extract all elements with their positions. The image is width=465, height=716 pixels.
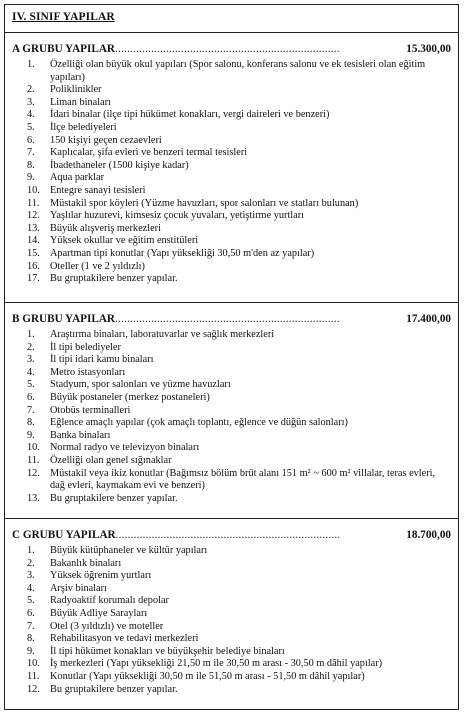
leader-dots: ........................................................................... — [115, 529, 341, 541]
section-price: 18.700,00 — [406, 529, 451, 541]
item-number: 7. — [27, 620, 35, 632]
item-number: 4. — [27, 109, 35, 121]
item-text: İdari binalar (ilçe tipi hükümet konakları, vergi daireleri ve benzeri) — [50, 109, 330, 121]
list-item — [4, 442, 459, 455]
list-item — [4, 84, 459, 97]
list-item — [4, 122, 459, 135]
item-number: 7. — [27, 404, 35, 416]
list-item — [4, 210, 459, 223]
item-text: 150 kişiyi geçen cezaevleri — [50, 134, 162, 146]
list-item — [4, 109, 459, 122]
item-number: 15. — [27, 247, 40, 259]
item-number: 6. — [27, 391, 35, 403]
item-text: Bakanlık binaları — [50, 557, 122, 569]
item-text: Normal radyo ve televizyon binaları — [50, 442, 200, 454]
item-number: 5. — [27, 379, 35, 391]
item-text: Metro istasyonları — [50, 366, 126, 378]
list-item — [4, 367, 459, 380]
item-number: 1. — [27, 545, 35, 556]
item-text: Oteller (1 ve 2 yıldızlı) — [50, 260, 145, 272]
item-list — [4, 329, 459, 505]
item-text: Aqua parklar — [50, 172, 105, 184]
item-number: 11. — [27, 454, 40, 466]
list-item — [4, 198, 459, 211]
item-text: Entegre sanayi tesisleri — [50, 184, 146, 196]
list-item — [4, 545, 459, 558]
item-number: 13. — [27, 222, 40, 234]
section-title: B GRUBU YAPILAR — [12, 313, 115, 325]
list-item — [4, 417, 459, 430]
item-number: 8. — [27, 417, 35, 429]
item-number: 12. — [27, 683, 40, 695]
item-text: Stadyum, spor salonları ve yüzme havuzları — [50, 379, 231, 391]
item-number: 17. — [27, 273, 40, 285]
item-number: 7. — [27, 147, 35, 159]
item-text: İl tipi idari kamu binaları — [50, 354, 154, 366]
item-number: 13. — [27, 492, 40, 504]
item-number: 1. — [27, 329, 35, 340]
list-item — [4, 185, 459, 198]
item-number: 12. — [27, 467, 40, 479]
item-text: Büyük kütüphaneler ve kültür yapıları — [50, 545, 208, 556]
section-b — [4, 303, 459, 519]
list-item — [4, 172, 459, 185]
page-title: IV. SINIF YAPILAR — [12, 11, 115, 23]
section-title: A GRUBU YAPILAR — [12, 43, 115, 55]
item-number: 16. — [27, 260, 40, 272]
list-item — [4, 392, 459, 405]
item-list — [4, 59, 459, 286]
item-number: 3. — [27, 354, 35, 366]
item-text: Banka binaları — [50, 429, 111, 441]
list-item — [4, 633, 459, 646]
item-text: Büyük postaneler (merkez postaneleri) — [50, 391, 210, 403]
list-item — [4, 558, 459, 571]
item-text: Özelliği olan büyük okul yapıları (Spor salonu, konferans salonu ve ek tesisleri olan eğitim yapıları) — [50, 59, 426, 83]
item-number: 4. — [27, 582, 35, 594]
section-header — [12, 529, 451, 543]
item-number: 12. — [27, 210, 40, 222]
item-number: 2. — [27, 557, 35, 569]
item-text: Müstakil veya ikiz konutlar (Bağımsız bölüm brüt alanı 151 m² ~ 600 m² villalar, teras evleri, dağ evleri, kaymakam evi ve benzeri) — [50, 467, 436, 492]
list-item — [4, 595, 459, 608]
item-text: Eğlence amaçlı yapılar (çok amaçlı toplantı, eğlence ve düğün salonları) — [50, 417, 348, 429]
list-item — [4, 455, 459, 468]
item-number: 5. — [27, 595, 35, 607]
item-text: Özelliği olan genel sığınaklar — [50, 454, 172, 466]
item-text: Yüksek öğrenim yurtları — [50, 570, 152, 582]
list-item — [4, 405, 459, 418]
list-item — [4, 684, 459, 697]
item-text: Müstakil spor köyleri (Yüzme havuzları, spor salonları ve statları bulunan) — [50, 197, 359, 209]
list-item — [4, 273, 459, 286]
list-item — [4, 430, 459, 443]
list-item — [4, 261, 459, 274]
list-item — [4, 354, 459, 367]
list-item — [4, 147, 459, 160]
item-number: 11. — [27, 670, 40, 682]
leader-dots: ........................................................................... — [114, 43, 340, 55]
item-number: 8. — [27, 633, 35, 645]
list-item — [4, 570, 459, 583]
section-header — [12, 43, 451, 57]
item-text: Apartman tipi konutlar (Yapı yüksekliği 30,50 m'den az yapılar) — [50, 247, 315, 259]
item-text: Bu gruptakilere benzer yapılar. — [50, 492, 178, 504]
list-item — [4, 646, 459, 659]
item-text: Bu gruptakilere benzer yapılar. — [50, 683, 178, 695]
item-text: Arşiv binaları — [50, 582, 107, 594]
item-text: Kaplıcalar, şifa evleri ve benzeri termal tesisleri — [50, 147, 248, 159]
list-item — [4, 493, 459, 506]
section-title: C GRUBU YAPILAR — [12, 529, 116, 541]
item-number: 10. — [27, 442, 40, 454]
list-item — [4, 621, 459, 634]
section-price: 15.300,00 — [406, 43, 451, 55]
item-number: 2. — [27, 341, 35, 353]
item-text: Konutlar (Yapı yüksekliği 30,50 m ile 51,50 m arası - 51,50 m dâhil yapılar) — [50, 670, 365, 682]
list-item — [4, 59, 459, 84]
list-item — [4, 468, 459, 493]
list-item — [4, 248, 459, 261]
list-item — [4, 342, 459, 355]
list-item — [4, 671, 459, 684]
item-number: 9. — [27, 172, 35, 184]
item-text: Poliklinikler — [50, 84, 102, 96]
item-number: 1. — [27, 59, 35, 70]
list-item — [4, 223, 459, 236]
item-text: Yaşlılar huzurevi, kimsesiz çocuk yuvaları, yetiştirme yurtları — [50, 210, 305, 222]
item-text: İl tipi hükümet konakları ve büyükşehir belediye binaları — [50, 645, 285, 657]
list-item — [4, 379, 459, 392]
item-number: 10. — [27, 184, 40, 196]
item-text: Büyük Adliye Sarayları — [50, 607, 148, 619]
item-number: 10. — [27, 658, 40, 670]
item-text: Radyoaktif korumalı depolar — [50, 595, 169, 607]
leader-dots: ........................................................................... — [114, 313, 340, 325]
section-header — [12, 313, 451, 327]
section-price: 17.400,00 — [406, 313, 451, 325]
item-number: 14. — [27, 235, 40, 247]
list-item — [4, 160, 459, 173]
title-row — [4, 4, 459, 33]
item-number: 9. — [27, 429, 35, 441]
item-text: İl tipi belediyeler — [50, 341, 121, 353]
item-number: 11. — [27, 197, 40, 209]
item-number: 3. — [27, 570, 35, 582]
item-text: Rehabilitasyon ve tedavi merkezleri — [50, 633, 199, 645]
item-number: 9. — [27, 645, 35, 657]
list-item — [4, 583, 459, 596]
item-text: Liman binaları — [50, 96, 111, 108]
item-text: Otel (3 yıldızlı) ve moteller — [50, 620, 164, 632]
item-number: 8. — [27, 159, 35, 171]
item-text: İbadethaneler (1500 kişiye kadar) — [50, 159, 189, 171]
item-text: Bu gruptakilere benzer yapılar. — [50, 273, 178, 285]
item-text: Araştırma binaları, laboratuvarlar ve sağlık merkezleri — [50, 329, 275, 340]
item-text: Otobüs terminalleri — [50, 404, 131, 416]
item-text: Büyük alışveriş merkezleri — [50, 222, 161, 234]
list-item — [4, 329, 459, 342]
list-item — [4, 658, 459, 671]
item-number: 2. — [27, 84, 35, 96]
item-number: 5. — [27, 121, 35, 133]
item-number: 4. — [27, 366, 35, 378]
section-a — [4, 33, 459, 303]
list-item — [4, 135, 459, 148]
list-item — [4, 608, 459, 621]
list-item — [4, 235, 459, 248]
section-c — [4, 519, 459, 710]
item-number: 6. — [27, 134, 35, 146]
item-text: Yüksek okullar ve eğitim enstitüleri — [50, 235, 199, 247]
item-list — [4, 545, 459, 696]
item-number: 6. — [27, 607, 35, 619]
item-text: İş merkezleri (Yapı yüksekliği 21,50 m ile 30,50 m arası - 30,50 m dâhil yapılar) — [50, 658, 383, 670]
list-item — [4, 97, 459, 110]
item-text: İlçe belediyeleri — [50, 121, 117, 133]
item-number: 3. — [27, 96, 35, 108]
